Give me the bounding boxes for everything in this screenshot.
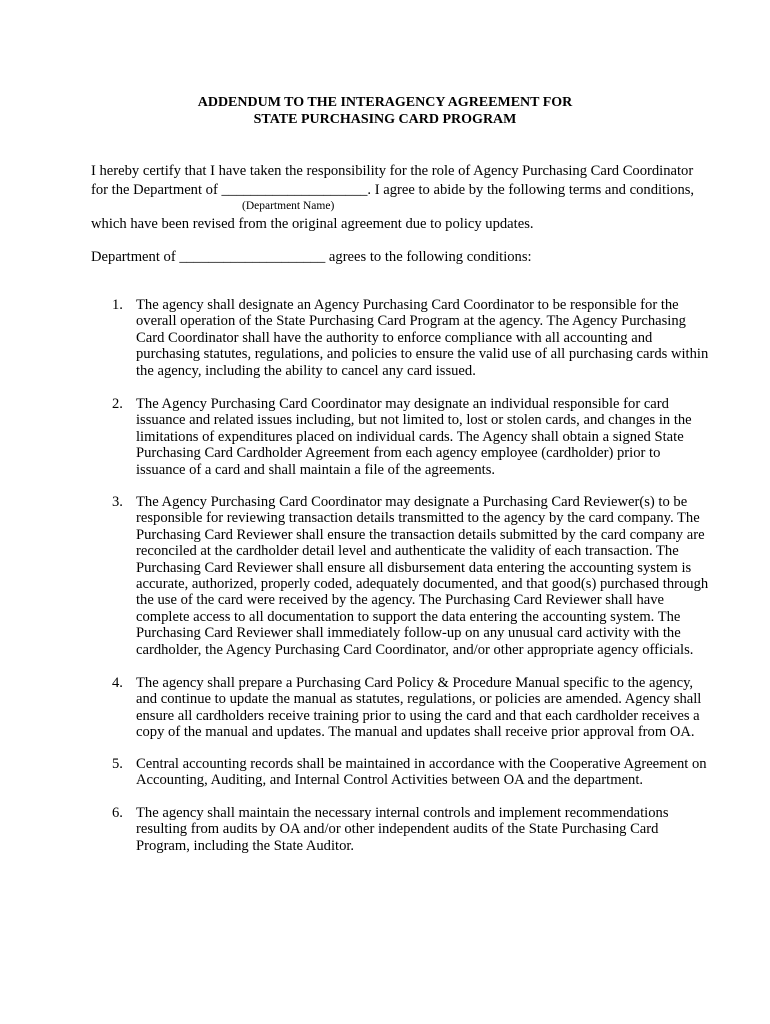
department-name-caption: (Department Name) — [242, 200, 335, 212]
condition-text — [136, 675, 702, 741]
condition-line: reconciled at the cardholder detail level and authenticate the validity of each transaction. The — [136, 543, 679, 560]
condition-line: Central accounting records shall be maintained in accordance with the Cooperative Agreement on — [136, 756, 707, 772]
department-conditions-line: Department of ____________________ agrees to the following conditions: — [91, 249, 532, 265]
condition-text — [136, 805, 684, 854]
document-title-line-2: STATE PURCHASING CARD PROGRAM — [253, 112, 517, 127]
condition-line: ensure all cardholders receive training prior to using the card and that each cardholder receives a — [136, 707, 700, 724]
condition-line: copy of the manual and updates. The manual and updates shall receive prior approval from OA. — [136, 724, 695, 741]
certification-line-3: which have been revised from the original agreement due to policy updates. — [91, 216, 534, 232]
condition-number: 6. — [112, 805, 123, 821]
condition-number: 2. — [112, 396, 123, 412]
condition-line: purchasing statutes, regulations, and policies to ensure the valid use of all purchasing cards within — [136, 346, 709, 363]
condition-line: Purchasing Card Reviewer shall immediately follow-up on any unusual card activity with the — [136, 625, 681, 642]
condition-line: the agency, including the ability to cancel any card issued. — [136, 362, 476, 379]
condition-line: The Agency Purchasing Card Coordinator may designate a Purchasing Card Reviewer(s) to be — [136, 494, 688, 510]
condition-number: 5. — [112, 756, 123, 772]
certification-line-1: I hereby certify that I have taken the responsibility for the role of Agency Purchasing Card Coordinator — [91, 163, 694, 179]
condition-number: 4. — [112, 675, 123, 691]
condition-line: complete access to all documentation to support the data entering the accounting system. The — [136, 608, 681, 625]
condition-line: Purchasing Card Reviewer shall ensure the transaction details submitted by the card company are — [136, 526, 705, 543]
certification-line-2: for the Department of ____________________. I agree to abide by the following terms and conditions, — [91, 182, 695, 198]
condition-line: overall operation of the State Purchasing Card Program at the agency. The Agency Purchasing — [136, 313, 686, 330]
condition-line: The agency shall prepare a Purchasing Card Policy & Procedure Manual specific to the agency, — [136, 675, 694, 691]
condition-line: Card Coordinator shall have the authority to enforce compliance with all accounting and — [136, 329, 653, 346]
condition-line: The agency shall maintain the necessary internal controls and implement recommendations — [136, 805, 669, 821]
condition-line: Purchasing Card Reviewer shall ensure all disbursement data entering the accounting system is — [136, 559, 692, 576]
document-title-line-1: ADDENDUM TO THE INTERAGENCY AGREEMENT FOR — [197, 95, 573, 110]
condition-line: Accounting, Auditing, and Internal Control Activities between OA and the department. — [136, 772, 644, 789]
condition-line: Purchasing Card Cardholder Agreement from each agency employee (cardholder) prior to — [136, 445, 661, 462]
condition-text — [136, 494, 709, 658]
condition-number: 1. — [112, 297, 123, 313]
condition-line: responsible for reviewing transaction details transmitted to the agency by the card company. The — [136, 510, 700, 527]
condition-line: issuance of a card and shall maintain a file of the agreements. — [136, 461, 496, 478]
condition-line: resulting from audits by OA and/or other independent audits of the State Purchasing Card — [136, 821, 659, 838]
condition-line: The Agency Purchasing Card Coordinator may designate an individual responsible for card — [136, 396, 669, 412]
condition-line: and continue to update the manual as statutes, regulations, or policies are amended. Agency shall — [136, 691, 702, 708]
condition-line: cardholder, the Agency Purchasing Card Coordinator, and/or other appropriate agency officials. — [136, 641, 694, 658]
condition-number: 3. — [112, 494, 123, 510]
condition-text — [136, 756, 707, 789]
condition-line: the use of the card were received by the agency. The Purchasing Card Reviewer shall have — [136, 592, 664, 609]
condition-line: The agency shall designate an Agency Purchasing Card Coordinator to be responsible for the — [136, 297, 679, 313]
condition-line: accurate, authorized, properly coded, adequately documented, and that good(s) purchased through — [136, 576, 709, 593]
condition-text — [136, 396, 692, 478]
condition-line: issuance and related issues including, but not limited to, lost or stolen cards, and changes in the — [136, 412, 692, 429]
condition-line: limitations of expenditures placed on individual cards. The Agency shall obtain a signed State — [136, 428, 684, 445]
condition-line: Program, including the State Auditor. — [136, 837, 355, 854]
condition-text — [136, 297, 709, 379]
